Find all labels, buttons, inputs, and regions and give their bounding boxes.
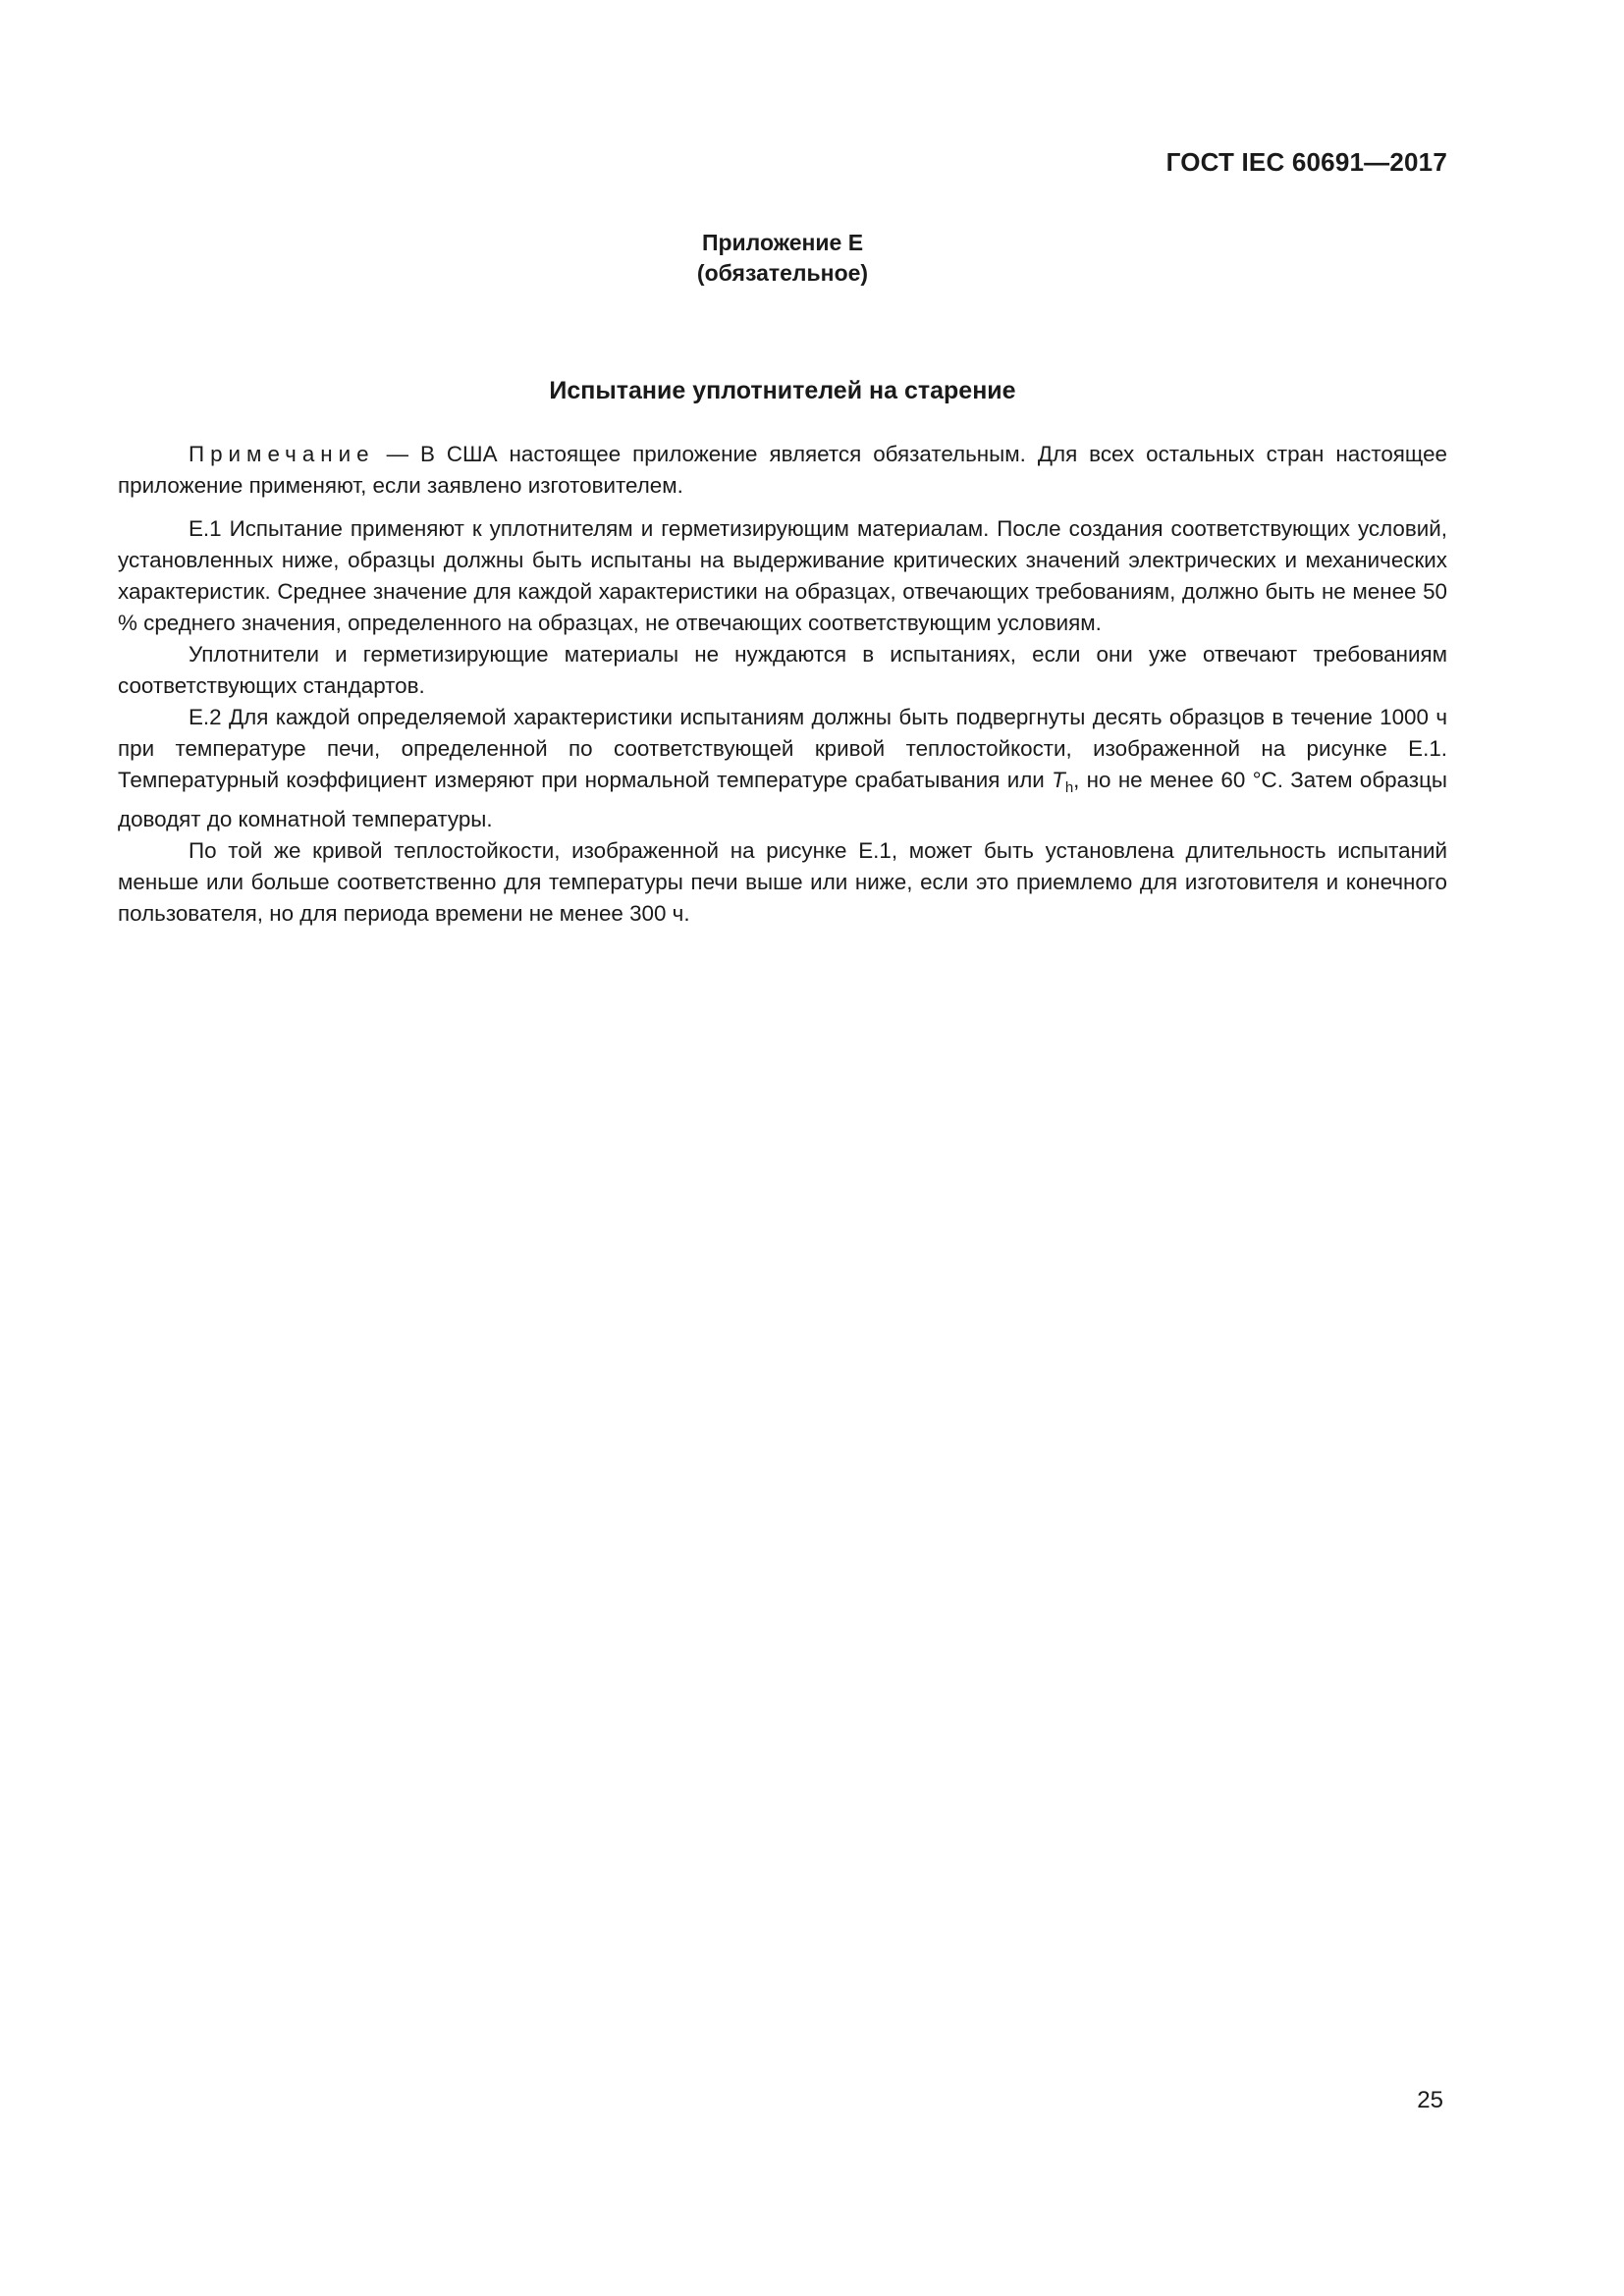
- document-code: ГОСТ IEC 60691—2017: [1165, 147, 1447, 177]
- page-number: 25: [1417, 2087, 1443, 2113]
- paragraph-e2-continued: По той же кривой теплостойкости, изображенной на рисунке Е.1, может быть установлена длительность испытаний меньше или больше соответственно для температуры печи выше или ниже, если это приемлемо для изготовителя и конечного пользователя, но для периода времени не менее 300 ч.: [118, 838, 1447, 926]
- note-text: — В США настоящее приложение является обязательным. Для всех остальных стран настоящее приложение применяют, если заявлено изготовителем.: [118, 442, 1447, 498]
- note-lead: Примечание: [189, 442, 375, 466]
- paragraph-e1-continued: Уплотнители и герметизирующие материалы не нуждаются в испытаниях, если они уже отвечают требованиям соответствующих стандартов.: [118, 642, 1447, 698]
- annex-title: Испытание уплотнителей на старение: [549, 377, 1016, 404]
- annex-label: Приложение Е: [701, 230, 864, 255]
- symbol-th-subscript: h: [1064, 779, 1074, 796]
- paragraph-e2: [118, 702, 1447, 835]
- annex-heading: [0, 228, 1565, 289]
- paragraph-e2-text-a: Е.2 Для каждой определяемой характеристики испытаниям должны быть подвергнуты десять образцов в течение 1000 ч при температуре печи, определенной по соответствующей кривой теплостойкости, изображенной на рисунке Е.1. Температурный коэффициент измеряют при нормальной температуре срабатывания или: [118, 705, 1447, 792]
- paragraph-e1: Е.1 Испытание применяют к уплотнителям и герметизирующим материалам. После создания соответствующих условий, установленных ниже, образцы должны быть испытаны на выдерживание критических значений электрических и механических характеристик. Среднее значение для каждой характеристики на образцах, отвечающих требованиям, должно быть не менее 50 % среднего значения, определенного на образцах, не отвечающих соответствующим условиям.: [118, 516, 1447, 635]
- paragraph-e2-text-b: , но не менее 60 °C. Затем образцы доводят до комнатной температуры.: [118, 768, 1447, 831]
- note-paragraph: [118, 439, 1447, 502]
- symbol-th: [1052, 768, 1074, 796]
- annex-status: (обязательное): [696, 260, 869, 286]
- annex-body: [118, 439, 1447, 930]
- symbol-th-letter: T: [1052, 768, 1065, 792]
